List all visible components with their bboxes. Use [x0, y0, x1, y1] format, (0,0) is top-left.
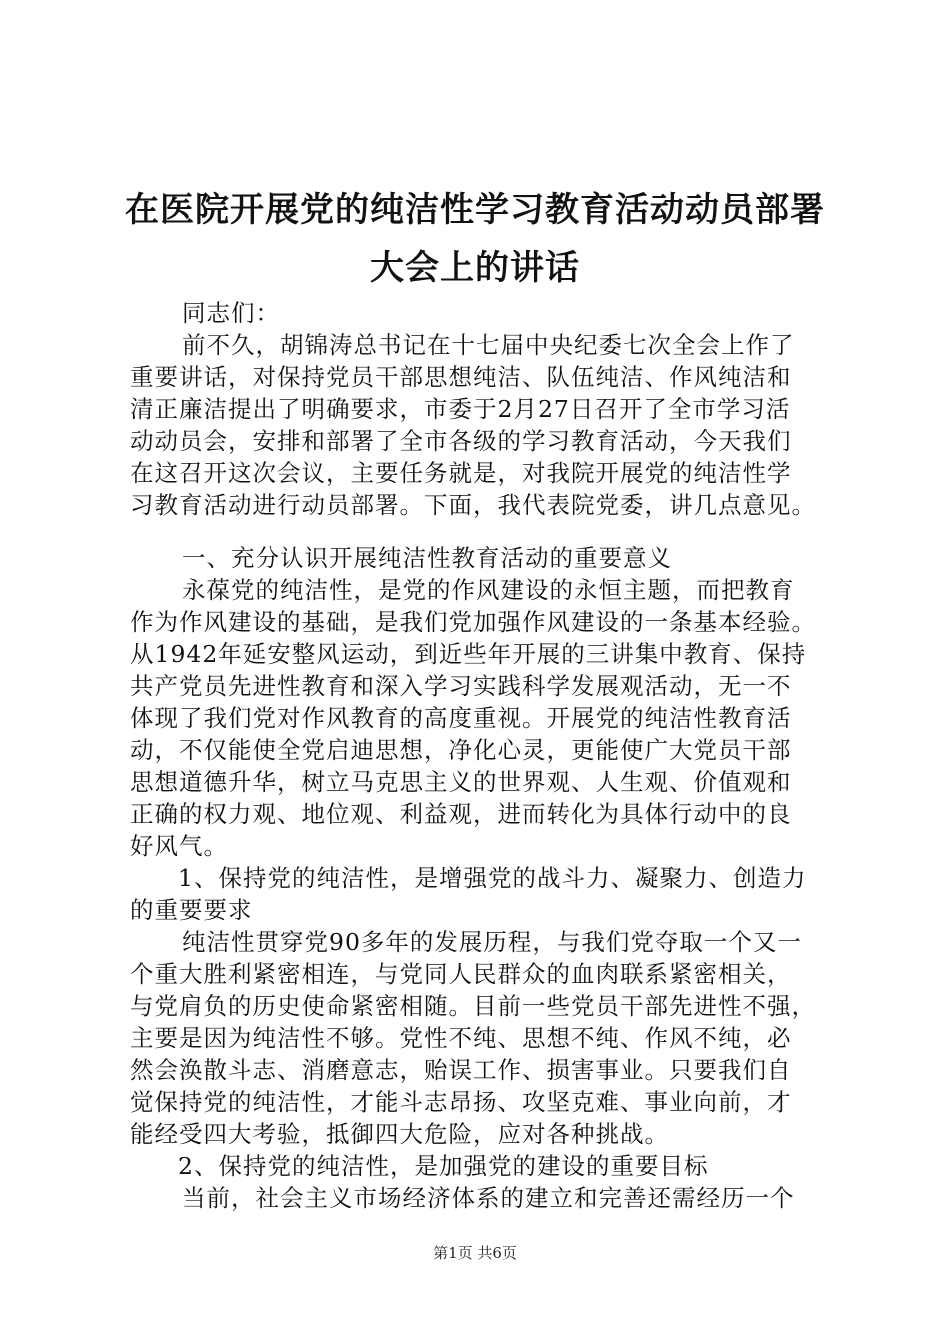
- salutation: 同志们：: [182, 299, 280, 327]
- paragraph-line: 纯洁性贯穿党90多年的发展历程，与我们党夺取一个又一: [182, 928, 802, 956]
- paragraph-line: 在这召开这次会议，主要任务就是，对我院开展党的纯洁性学: [130, 459, 792, 487]
- paragraph-line: 与党肩负的历史使命紧密相随。目前一些党员干部先进性不强，: [130, 992, 816, 1020]
- paragraph-line: 正确的权力观、地位观、利益观，进而转化为具体行动中的良: [130, 800, 792, 828]
- paragraph-line: 习教育活动进行动员部署。下面，我代表院党委，讲几点意见。: [130, 491, 816, 519]
- paragraph-line: 主要是因为纯洁性不够。党性不纯、思想不纯、作风不纯，必: [130, 1024, 792, 1052]
- paragraph-line: 当前，社会主义市场经济体系的建立和完善还需经历一个: [182, 1184, 795, 1212]
- paragraph-line: 思想道德升华，树立马克思主义的世界观、人生观、价值观和: [130, 768, 792, 796]
- page-footer: 第1页 共6页: [433, 1244, 517, 1262]
- paragraph-line: 重要讲话，对保持党员干部思想纯洁、队伍纯洁、作风纯洁和: [130, 363, 792, 391]
- paragraph-line: 好风气。: [130, 832, 228, 860]
- subsection-heading: 的重要要求: [130, 896, 253, 924]
- paragraph-line: 前不久，胡锦涛总书记在十七届中央纪委七次全会上作了: [182, 331, 795, 359]
- paragraph-line: 永葆党的纯洁性，是党的作风建设的永恒主题，而把教育: [182, 576, 795, 604]
- paragraph-line: 动，不仅能使全党启迪思想，净化心灵，更能使广大党员干部: [130, 736, 792, 764]
- paragraph-line: 能经受四大考验，抵御四大危险，应对各种挑战。: [130, 1120, 669, 1148]
- paragraph-line: 体现了我们党对作风教育的高度重视。开展党的纯洁性教育活: [130, 704, 792, 732]
- section-heading: 一、充分认识开展纯洁性教育活动的重要意义: [182, 544, 672, 572]
- document-title-line-2: 大会上的讲话: [370, 248, 580, 288]
- paragraph-line: 个重大胜利紧密相连，与党同人民群众的血肉联系紧密相关，: [130, 960, 792, 988]
- subsection-heading: 2、保持党的纯洁性，是加强党的建设的重要目标: [178, 1152, 709, 1180]
- paragraph-line: 作为作风建设的基础，是我们党加强作风建设的一条基本经验。: [130, 608, 816, 636]
- paragraph-line: 从1942年延安整风运动，到近些年开展的三讲集中教育、保持: [130, 640, 807, 668]
- paragraph-line: 清正廉洁提出了明确要求，市委于2月27日召开了全市学习活: [130, 395, 791, 423]
- subsection-heading: 1、保持党的纯洁性，是增强党的战斗力、凝聚力、创造力: [178, 864, 807, 892]
- document-title-line-1: 在医院开展党的纯洁性学习教育活动动员部署: [125, 190, 825, 230]
- paragraph-line: 共产党员先进性教育和深入学习实践科学发展观活动，无一不: [130, 672, 792, 700]
- paragraph-line: 觉保持党的纯洁性，才能斗志昂扬、攻坚克难、事业向前，才: [130, 1088, 792, 1116]
- paragraph-line: 动动员会，安排和部署了全市各级的学习教育活动，今天我们: [130, 427, 792, 455]
- paragraph-line: 然会涣散斗志、消磨意志，贻误工作、损害事业。只要我们自: [130, 1056, 792, 1084]
